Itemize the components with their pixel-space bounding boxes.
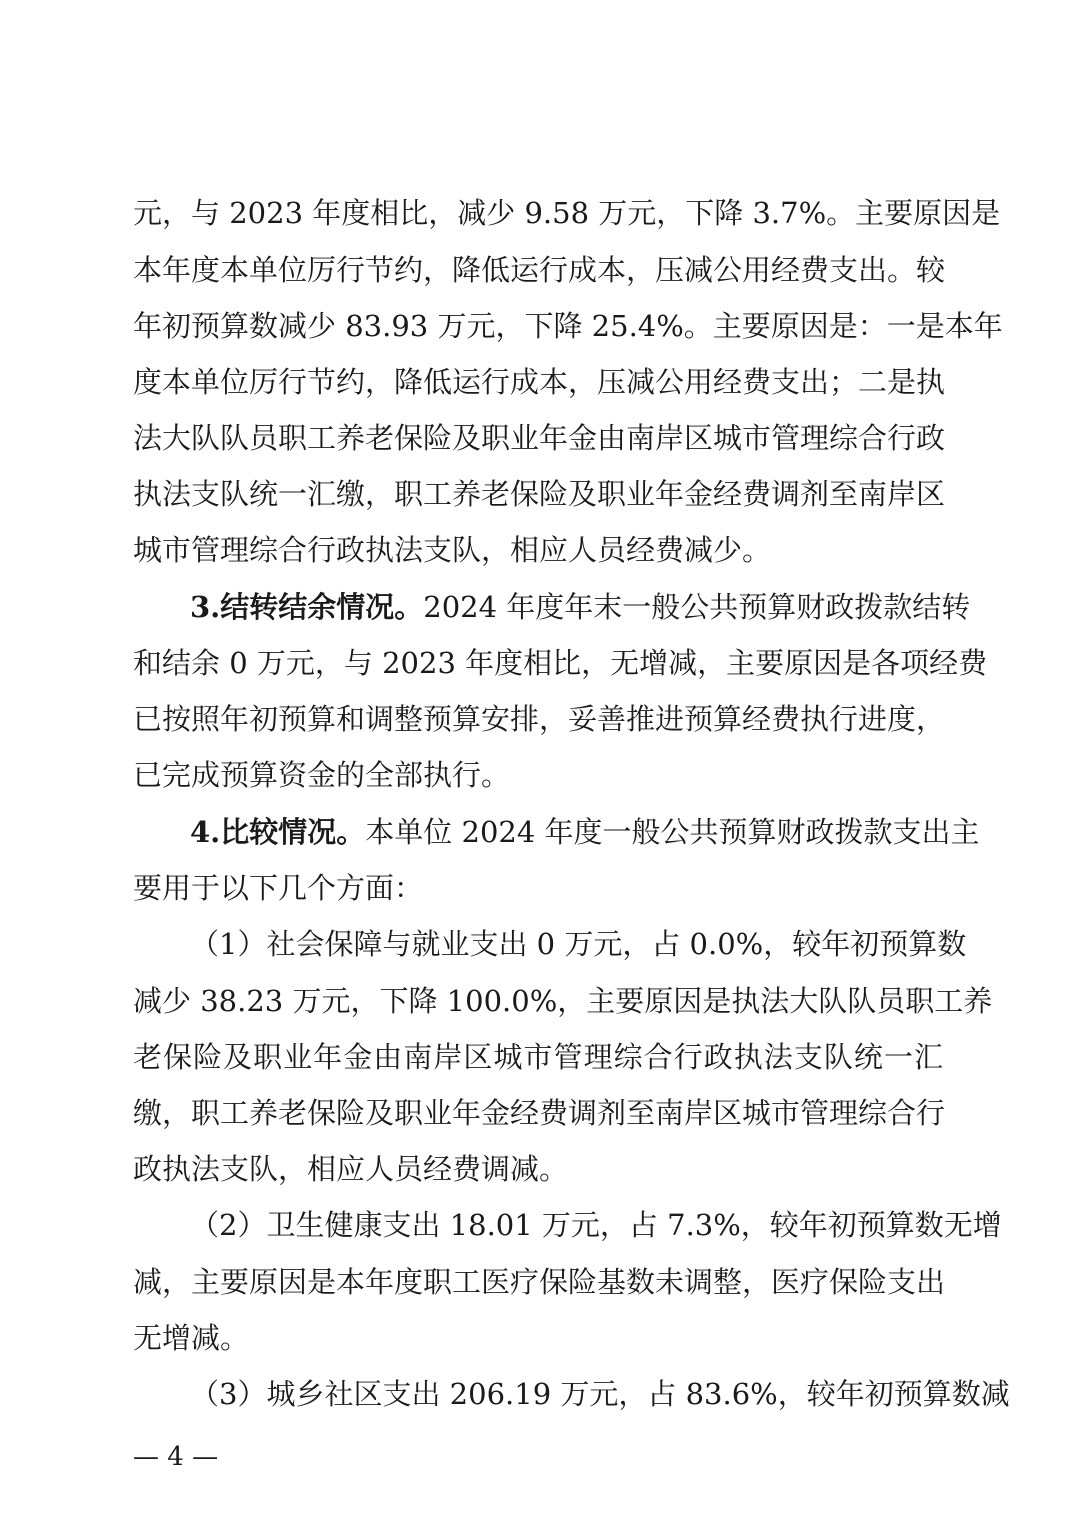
body-line: 老保险及职业年金由南岸区城市管理综合行政执法支队统一汇	[133, 1040, 943, 1074]
body-line: 已完成预算资金的全部执行。	[133, 758, 511, 792]
list-item-3-first-line: （3）城乡社区支出 206.19 万元，占 83.6%，较年初预算数减	[190, 1377, 1010, 1411]
body-line: 无增减。	[133, 1321, 250, 1355]
body-line: 缴，职工养老保险及职业年金经费调剂至南岸区城市管理综合行	[133, 1096, 946, 1130]
body-line: 已按照年初预算和调整预算安排，妥善推进预算经费执行进度，	[133, 702, 946, 736]
body-line: 减，主要原因是本年度职工医疗保险基数未调整，医疗保险支出	[133, 1265, 946, 1299]
section-4-text: 本单位 2024 年度一般公共预算财政拨款支出主	[365, 815, 980, 849]
body-line: 年初预算数减少 83.93 万元，下降 25.4%。主要原因是：一是本年	[133, 309, 1003, 343]
body-line: 城市管理综合行政执法支队，相应人员经费减少。	[133, 533, 772, 567]
list-item-2-first-line: （2）卫生健康支出 18.01 万元，占 7.3%，较年初预算数无增	[190, 1208, 1002, 1242]
section-4-first-line	[190, 812, 980, 852]
body-line: 执法支队统一汇缴，职工养老保险及职业年金经费调剂至南岸区	[133, 477, 946, 511]
body-line: 元，与 2023 年度相比，减少 9.58 万元，下降 3.7%。主要原因是	[133, 196, 1001, 230]
section-4-heading: 4.比较情况。	[190, 815, 366, 849]
section-3-text: 2024 年度年末一般公共预算财政拨款结转	[423, 590, 971, 624]
body-line: 减少 38.23 万元，下降 100.0%，主要原因是执法大队队员职工养	[133, 984, 993, 1018]
body-line: 和结余 0 万元，与 2023 年度相比，无增减，主要原因是各项经费	[133, 646, 988, 680]
body-line: 要用于以下几个方面：	[133, 871, 424, 905]
list-item-1-first-line: （1）社会保障与就业支出 0 万元，占 0.0%，较年初预算数	[190, 927, 967, 961]
body-line: 法大队队员职工养老保险及职业年金由南岸区城市管理综合行政	[133, 421, 946, 455]
section-3-heading: 3.结转结余情况。	[190, 590, 424, 624]
page-number: — 4 —	[133, 1442, 219, 1472]
body-line: 本年度本单位厉行节约，降低运行成本，压减公用经费支出。较	[133, 253, 946, 287]
body-line: 度本单位厉行节约，降低运行成本，压减公用经费支出；二是执	[133, 365, 946, 399]
body-line: 政执法支队，相应人员经费调减。	[133, 1152, 569, 1186]
section-3-first-line	[190, 587, 971, 627]
